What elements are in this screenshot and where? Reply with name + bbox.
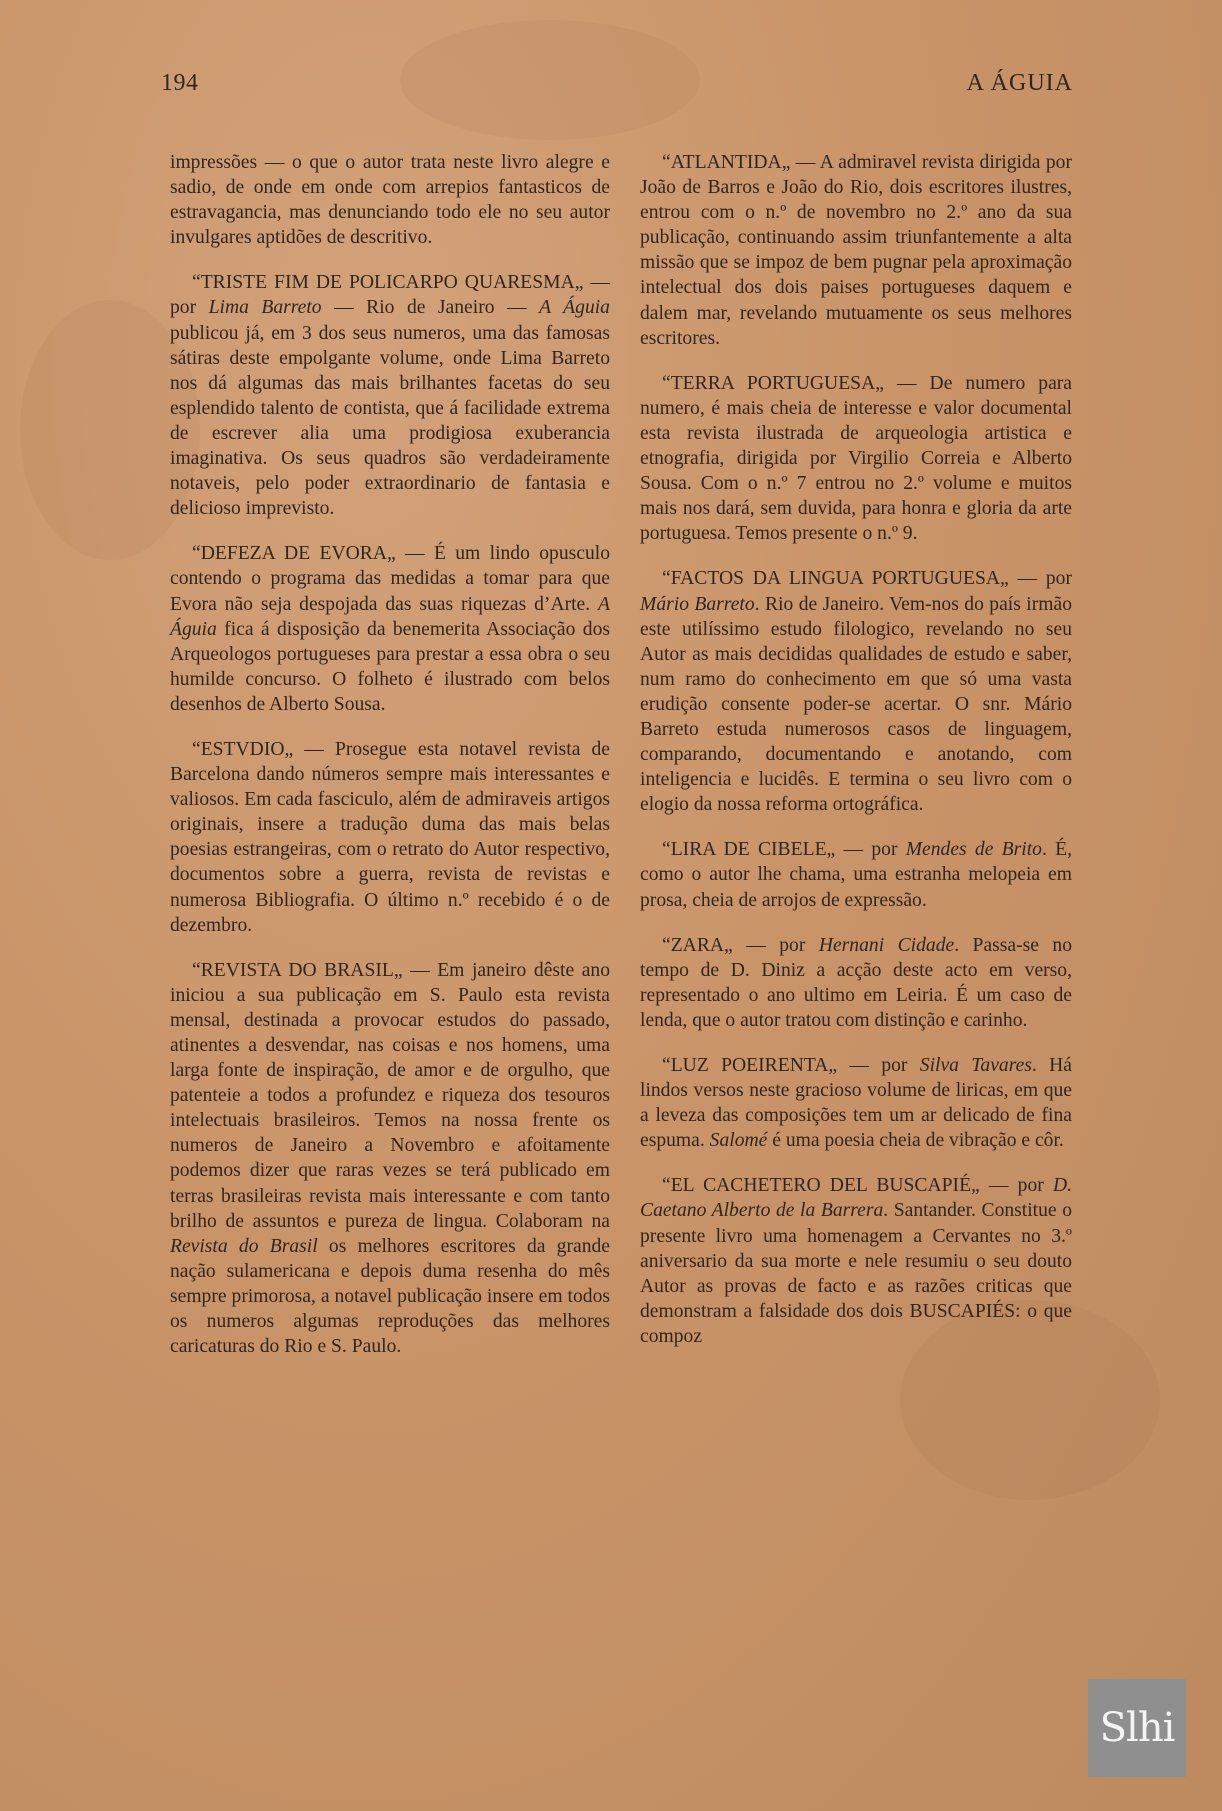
italic-text: Silva Tavares bbox=[919, 1055, 1032, 1076]
page-number: 194 bbox=[161, 70, 199, 96]
paragraph-text: publicou já, em 3 dos seus numeros, uma das famosas sátiras deste empolgante volume, onde Lima Barreto nos dá algumas das mais brilhantes facetas do seu esplendido talento de contista, que á facilidade extrema de escrever alia uma prodigiosa exuberancia imaginativa. Os seus quadros são verdadeiramente notaveis, pelo poder extraordinario de fantasia e delicioso imprevisto. bbox=[170, 322, 610, 520]
review-paragraph bbox=[640, 371, 1072, 547]
italic-text: Revista do Brasil bbox=[170, 1235, 318, 1257]
review-paragraph bbox=[170, 958, 610, 1360]
paragraph-text: . Há lindos versos neste gracioso volume de liricas, em que a leveza das composições tem um ar delicado de fina espuma. bbox=[640, 1055, 1072, 1152]
review-paragraph bbox=[640, 566, 1072, 817]
journal-title: A ÁGUIA bbox=[966, 70, 1073, 96]
italic-text: A Águia bbox=[170, 593, 610, 640]
review-paragraph bbox=[640, 837, 1072, 912]
italic-text: Lima Barreto bbox=[208, 297, 322, 319]
library-logo: Slhi bbox=[1088, 1679, 1186, 1777]
review-paragraph bbox=[640, 933, 1072, 1033]
italic-text: A Águia bbox=[539, 297, 610, 319]
paragraph-text: “ATLANTIDA„ — A admiravel revista dirigida por João de Barros e João do Rio, dois escritores ilustres, entrou com o n.º de novembro no 2.º ano da sua publicação, continuando assim triunfantemente a alta missão que se impoz de bem pugnar pela aproximação intelectual dos dois paises portugueses daquem e dalem mar, revelando mutuamente os seus melhores escritores. bbox=[640, 152, 1072, 349]
paragraph-text: — Rio de Janeiro — bbox=[321, 297, 540, 319]
paragraph-text: . Rio de Janeiro. Vem-nos do país irmão este utilíssimo estudo filologico, revelando no seu Autor as mais decididas qualidades de estudo e saber, num ramo do conhecimento em que só uma vasta erudição consente poder-se acertar. O snr. Mário Barreto estuda numerosos casos de linguagem, comparando, documentando e anotando, com inteligencia e lucidês. E termina o seu livro com o elogio da nossa reforma ortográfica. bbox=[640, 593, 1072, 816]
paragraph-text: “TERRA PORTUGUESA„ — De numero para numero, é mais cheia de interesse e valor documental esta revista ilustrada de arqueologia artistica e etnografia, dirigida por Virgilio Correia e Alberto Sousa. Com o n.º 7 entrou no 2.º volume e muitos mais nos dará, sem duvida, para honra e gloria da arte portuguesa. Temos presente o n.º 9. bbox=[640, 372, 1072, 545]
paragraph-text: “REVISTA DO BRASIL„ — Em janeiro dêste ano iniciou a sua publicação em S. Paulo esta revista mensal, destinada a provocar estudos do passado, atinentes a desvendar, nas coisas e nos homens, uma larga fonte de inspiração, de amor e de orgulho, que patenteie a todos a profundez e riqueza dos tesouros intelectuais brasileiros. Temos na nossa frente os numeros de Janeiro a Novembro e afoitamente podemos dizer que raras vezes se terá publicado em terras brasileiras revista mais interessante e com tanto brilho de assuntos e pureza de lingua. Colaboram na bbox=[170, 959, 610, 1232]
paragraph-text: “DEFEZA DE EVORA„ — É um lindo opusculo contendo o programa das medidas a tomar para que Evora não seja despojada das suas riquezas d’Arte. bbox=[170, 543, 610, 615]
paragraph-text: os melhores escritores da grande nação sulamericana e depois duma resenha do mês sempre primorosa, a notavel publicação insere em todos os numeros algumas reproduções das melhores caricaturas do Rio e S. Paulo. bbox=[170, 1235, 610, 1358]
review-paragraph bbox=[170, 150, 610, 250]
review-paragraph bbox=[170, 737, 610, 938]
paragraph-text: . Passa-se no tempo de D. Diniz a acção deste acto em verso, representado o ano ultimo em Leiria. É um caso de lenda, que o autor tratou com distinção e carinho. bbox=[640, 934, 1072, 1031]
paragraph-text: . Santander. Constitue o presente livro uma homenagem a Cervantes no 3.º aniversario da sua morte e nele resumiu o seu douto Autor as provas de facto e as razões criticas que demonstram a falsidade dos dois BUSCAPIÉS: o que compoz bbox=[640, 1200, 1072, 1347]
paragraph-text: “ESTVDIO„ — Prosegue esta notavel revista de Barcelona dando números sempre mais interessantes e valiosos. Em cada fasciculo, além de admiraveis artigos originais, insere a tradução duma das mais belas poesias estrangeiras, com o retrato do Autor respectivo, documentos sobre a guerra, revista de revistas e numerosa Bibliografia. O último n.º recebido é o de dezembro. bbox=[170, 738, 610, 936]
paragraph-text: “LIRA DE CIBELE„ — por bbox=[662, 839, 906, 861]
review-paragraph bbox=[170, 541, 610, 717]
running-head bbox=[0, 70, 1222, 104]
italic-text: Mendes de Brito bbox=[905, 839, 1042, 861]
review-paragraph bbox=[640, 150, 1072, 351]
review-paragraph bbox=[640, 1053, 1072, 1153]
paragraph-text: fica á disposição da benemerita Associação dos Arqueologos portugueses para prestar a essa obra o seu humilde concurso. O folheto é ilustrado com belos desenhos de Alberto Sousa. bbox=[170, 618, 610, 715]
italic-text: Mário Barreto bbox=[640, 593, 755, 615]
italic-text: D. Caetano Alberto de la Barrera bbox=[640, 1175, 1072, 1222]
paragraph-text: “FACTOS DA LINGUA PORTUGUESA„ — por bbox=[662, 568, 1072, 590]
right-column bbox=[640, 150, 1072, 1369]
review-paragraph bbox=[170, 270, 610, 521]
paragraph-text: impressões — o que o autor trata neste livro alegre e sadio, de onde em onde com arrepios fantasticos de estravagancia, mas denunciando todo ele no seu autor invulgares aptidões de descritivo. bbox=[170, 152, 610, 249]
paragraph-text: é uma poesia cheia de vibração e côr. bbox=[767, 1130, 1064, 1152]
paragraph-text: “LUZ POEIRENTA„ — por bbox=[662, 1055, 920, 1076]
italic-text: Hernani Cidade bbox=[818, 934, 955, 956]
paragraph-text: “EL CACHETERO DEL BUSCAPIÉ„ — por bbox=[662, 1175, 1053, 1197]
italic-text: Salomé bbox=[709, 1130, 768, 1152]
paragraph-text: “ZARA„ — por bbox=[662, 934, 819, 956]
review-paragraph bbox=[640, 1173, 1072, 1349]
paragraph-text: “TRISTE FIM DE POLICARPO QUARESMA„ — por bbox=[170, 272, 610, 319]
left-column bbox=[170, 150, 610, 1379]
paragraph-text: . É, como o autor lhe chama, uma estranha melopeia em prosa, cheia de arrojos de expressão. bbox=[640, 839, 1072, 911]
